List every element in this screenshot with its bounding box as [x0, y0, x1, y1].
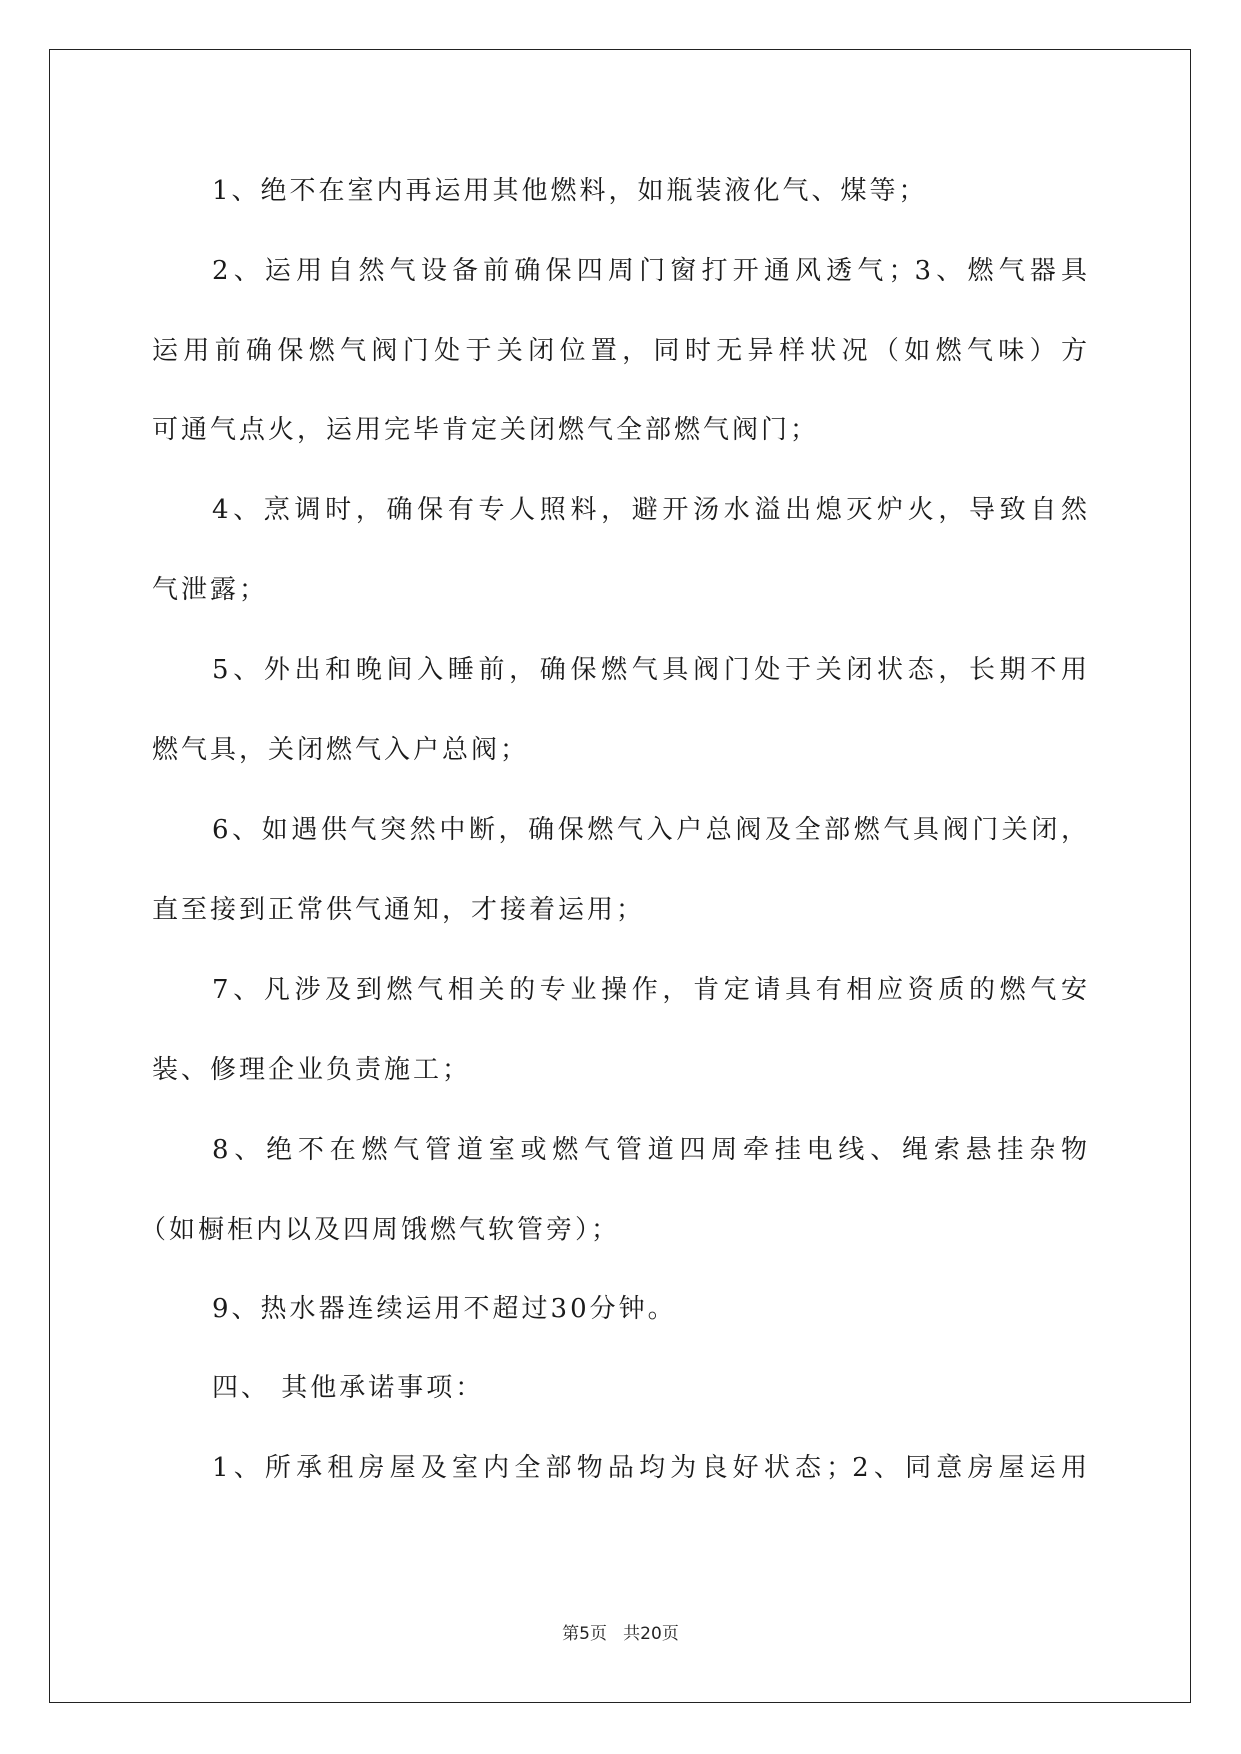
- section-4-heading: 四、 其他承诺事项：: [212, 1373, 485, 1403]
- item-9-line: 9、热水器连续运用不超过30分钟。: [212, 1294, 677, 1324]
- section-4-item-1-line: 1、所承租房屋及室内全部物品均为良好状态；2、同意房屋运用: [212, 1453, 1087, 1483]
- item-5-line-2: 燃气具，关闭燃气入户总阀；: [152, 735, 530, 765]
- item-8-line-1: 8、绝不在燃气管道室或燃气管道四周牵挂电线、绳索悬挂杂物: [212, 1135, 1087, 1165]
- item-2-line-3: 可通气点火，运用完毕肯定关闭燃气全部燃气阀门；: [152, 415, 820, 445]
- item-1-line: 1、绝不在室内再运用其他燃料，如瓶装液化气、煤等；: [212, 176, 928, 206]
- page-number-footer: 第5页 共20页: [562, 1624, 679, 1644]
- item-6-line-1: 6、如遇供气突然中断，确保燃气入户总阀及全部燃气具阀门关闭，: [212, 815, 1087, 845]
- item-7-line-2: 装、修理企业负责施工；: [152, 1055, 472, 1085]
- item-4-line-1: 4、烹调时，确保有专人照料，避开汤水溢出熄灭炉火，导致自然: [212, 495, 1087, 525]
- item-4-line-2: 气泄露；: [152, 575, 269, 605]
- item-7-line-1: 7、凡涉及到燃气相关的专业操作，肯定请具有相应资质的燃气安: [212, 975, 1087, 1005]
- item-2-line-1: 2、运用自然气设备前确保四周门窗打开通风透气；3、燃气器具: [212, 256, 1087, 286]
- item-8-line-2: （如橱柜内以及四周饿燃气软管旁）；: [140, 1215, 621, 1245]
- item-6-line-2: 直至接到正常供气通知，才接着运用；: [152, 895, 646, 925]
- item-2-line-2: 运用前确保燃气阀门处于关闭位置，同时无异样状况（如燃气味）方: [152, 336, 1087, 366]
- item-5-line-1: 5、外出和晚间入睡前，确保燃气具阀门处于关闭状态，长期不用: [212, 655, 1087, 685]
